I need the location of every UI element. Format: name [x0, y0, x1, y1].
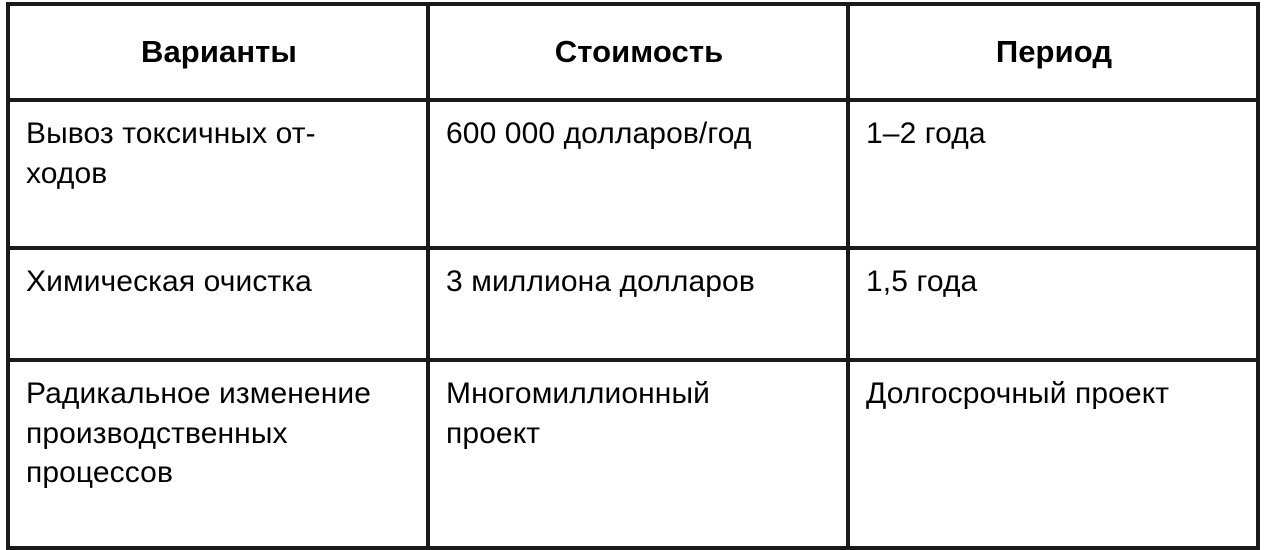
cell-option: [8, 248, 428, 360]
cell-period: [848, 360, 1258, 548]
table-row: [8, 248, 1258, 360]
cell-period: [848, 100, 1258, 248]
column-header-options-label: Варианты: [140, 33, 298, 69]
cell-cost-text: 3 миллиона долларов: [446, 265, 755, 298]
table-row: [8, 360, 1258, 548]
column-header-cost: [428, 4, 848, 100]
cell-cost: [428, 248, 848, 360]
cell-cost: [428, 360, 848, 548]
cell-option: [8, 100, 428, 248]
column-header-cost-label: Стоимость: [554, 33, 724, 69]
cell-period-text: 1–2 года: [866, 117, 986, 150]
table-header-row: [8, 4, 1258, 100]
cell-cost: [428, 100, 848, 248]
cell-option-text: Химическая очистка: [26, 265, 312, 298]
cost-comparison-table: [6, 2, 1260, 550]
table-row: [8, 100, 1258, 248]
cell-cost-text: 600 000 долларов/год: [446, 117, 752, 150]
cell-option-text: Вывоз токсичных отходов: [26, 117, 316, 190]
cell-cost-text: Многомиллионный проект: [446, 377, 710, 450]
column-header-period: [848, 4, 1258, 100]
cell-period-text: 1,5 года: [866, 265, 978, 298]
column-header-period-label: Период: [995, 33, 1113, 69]
cell-period: [848, 248, 1258, 360]
cell-option-text: Радикальное изменение производственных процессов: [26, 377, 372, 490]
cell-option: [8, 360, 428, 548]
column-header-options: [8, 4, 428, 100]
cell-period-text: Долгосрочный проект: [866, 377, 1170, 410]
